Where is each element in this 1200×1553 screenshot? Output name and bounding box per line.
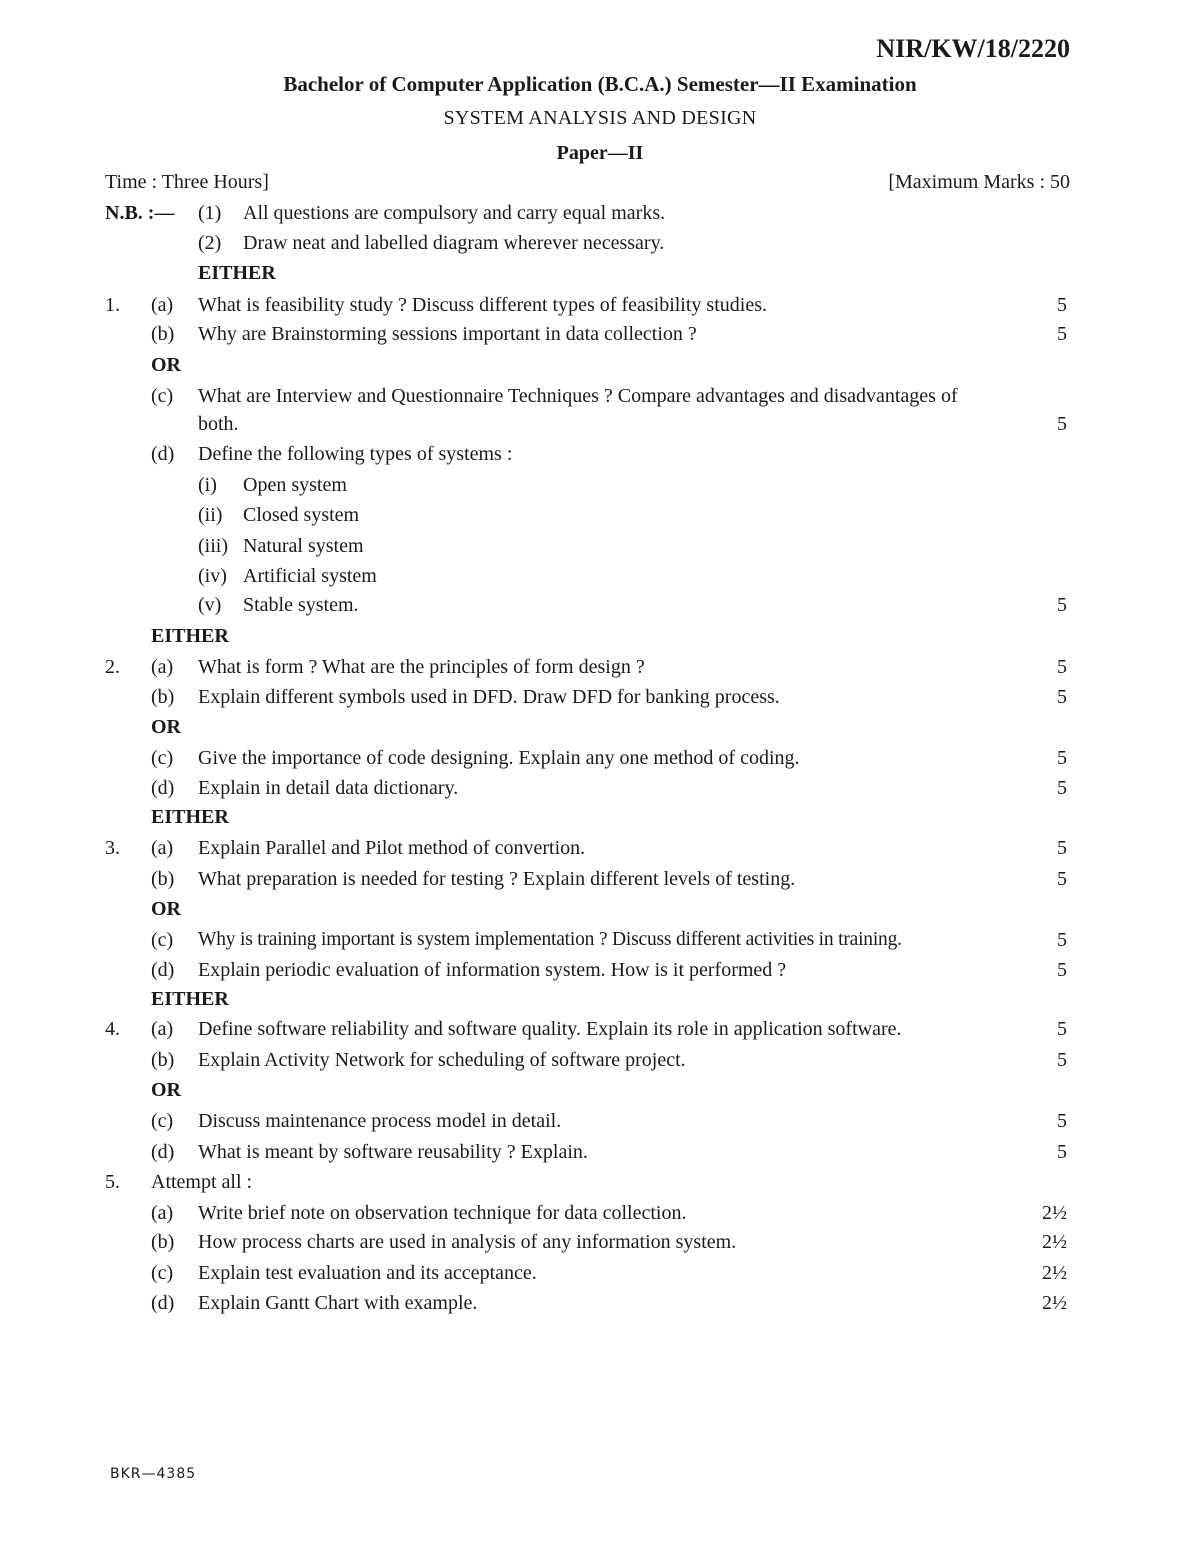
exam-title: Bachelor of Computer Application (B.C.A.) Semester—II Examination <box>283 72 917 96</box>
question-text: What preparation is needed for testing ? Explain different levels of testing. <box>198 868 796 890</box>
nb-item-text: All questions are compulsory and carry equal marks. <box>243 202 666 224</box>
subquestion-label: (c) <box>151 1262 174 1284</box>
subquestion-label: (a) <box>151 294 174 316</box>
nb-label: N.B. :— <box>105 202 175 224</box>
question-text: Explain Gantt Chart with example. <box>198 1292 478 1314</box>
or-label: OR <box>151 898 181 920</box>
question-text: Attempt all : <box>151 1171 253 1193</box>
question-text: Define software reliability and software quality. Explain its role in application software. <box>198 1018 902 1040</box>
marks: 5 <box>1057 959 1067 981</box>
question-text: Explain Activity Network for scheduling of software project. <box>198 1049 686 1071</box>
subquestion-label: (c) <box>151 929 174 951</box>
subquestion-label: (b) <box>151 1049 175 1071</box>
either-label: EITHER <box>151 988 229 1010</box>
subquestion-label: (d) <box>151 443 175 465</box>
question-text: Why are Brainstorming sessions important in data collection ? <box>198 323 697 345</box>
footer-code: BKR—4385 <box>110 1466 197 1482</box>
question-text: What is form ? What are the principles of form design ? <box>198 656 645 678</box>
question-text: Discuss maintenance process model in detail. <box>198 1110 562 1132</box>
either-label: EITHER <box>151 806 229 828</box>
subquestion-label: (a) <box>151 1018 174 1040</box>
paper-title: Paper—II <box>556 142 644 164</box>
marks: 5 <box>1057 686 1067 708</box>
question-text: What is feasibility study ? Discuss different types of feasibility studies. <box>198 294 767 316</box>
question-text: Define the following types of systems : <box>198 443 513 465</box>
subquestion-label: (b) <box>151 323 175 345</box>
subquestion-label: (b) <box>151 1231 175 1253</box>
marks: 5 <box>1057 1110 1067 1132</box>
marks: 5 <box>1057 323 1067 345</box>
list-item-number: (ii) <box>198 504 223 526</box>
subquestion-label: (c) <box>151 1110 174 1132</box>
maximum-marks: [Maximum Marks : 50 <box>888 171 1070 193</box>
nb-item-number: (2) <box>198 232 222 254</box>
list-item-number: (iii) <box>198 535 228 557</box>
either-label: EITHER <box>198 262 276 284</box>
either-label: EITHER <box>151 625 229 647</box>
marks: 5 <box>1057 656 1067 678</box>
question-text: Explain Parallel and Pilot method of convertion. <box>198 837 586 859</box>
or-label: OR <box>151 716 181 738</box>
or-label: OR <box>151 1079 181 1101</box>
marks: 2½ <box>1042 1231 1067 1253</box>
marks: 5 <box>1057 777 1067 799</box>
marks: 5 <box>1057 837 1067 859</box>
list-item-text: Closed system <box>243 504 360 526</box>
question-text: Write brief note on observation technique for data collection. <box>198 1202 687 1224</box>
subquestion-label: (d) <box>151 1141 175 1163</box>
question-text: Give the importance of code designing. Explain any one method of coding. <box>198 747 800 769</box>
marks: 5 <box>1057 868 1067 890</box>
question-number: 5. <box>105 1171 120 1193</box>
list-item-number: (iv) <box>198 565 227 587</box>
question-text: Explain different symbols used in DFD. Draw DFD for banking process. <box>198 686 780 708</box>
paper-code: NIR/KW/18/2220 <box>876 34 1070 63</box>
subquestion-label: (b) <box>151 868 175 890</box>
nb-item-number: (1) <box>198 202 222 224</box>
question-text: What are Interview and Questionnaire Techniques ? Compare advantages and disadvantages of <box>198 385 958 407</box>
marks: 5 <box>1057 1141 1067 1163</box>
question-text: Explain in detail data dictionary. <box>198 777 459 799</box>
question-text: Explain test evaluation and its acceptance. <box>198 1262 537 1284</box>
subject-title: SYSTEM ANALYSIS AND DESIGN <box>443 107 757 129</box>
marks: 5 <box>1057 929 1067 951</box>
subquestion-label: (d) <box>151 777 175 799</box>
time-allowed: Time : Three Hours] <box>105 171 269 193</box>
question-number: 3. <box>105 837 120 859</box>
subquestion-label: (d) <box>151 959 175 981</box>
marks: 2½ <box>1042 1202 1067 1224</box>
subquestion-label: (c) <box>151 385 174 407</box>
question-text: How process charts are used in analysis of any information system. <box>198 1231 737 1253</box>
question-number: 4. <box>105 1018 120 1040</box>
marks: 5 <box>1057 1018 1067 1040</box>
subquestion-label: (a) <box>151 656 174 678</box>
marks: 5 <box>1057 294 1067 316</box>
marks: 5 <box>1057 594 1067 616</box>
subquestion-label: (d) <box>151 1292 175 1314</box>
list-item-text: Natural system <box>243 535 364 557</box>
question-number: 2. <box>105 656 120 678</box>
marks: 5 <box>1057 413 1067 435</box>
nb-item-text: Draw neat and labelled diagram wherever necessary. <box>243 232 665 254</box>
marks: 2½ <box>1042 1292 1067 1314</box>
list-item-number: (v) <box>198 594 222 616</box>
list-item-number: (i) <box>198 474 217 496</box>
subquestion-label: (b) <box>151 686 175 708</box>
question-text: Explain periodic evaluation of information system. How is it performed ? <box>198 959 787 981</box>
question-text: Why is training important is system implementation ? Discuss different activities in training. <box>198 929 902 950</box>
or-label: OR <box>151 354 181 376</box>
subquestion-label: (a) <box>151 837 174 859</box>
question-text-continued: both. <box>198 413 239 435</box>
marks: 5 <box>1057 747 1067 769</box>
question-text: What is meant by software reusability ? Explain. <box>198 1141 588 1163</box>
list-item-text: Artificial system <box>243 565 377 587</box>
marks: 2½ <box>1042 1262 1067 1284</box>
list-item-text: Stable system. <box>243 594 359 616</box>
subquestion-label: (a) <box>151 1202 174 1224</box>
question-number: 1. <box>105 294 120 316</box>
list-item-text: Open system <box>243 474 347 496</box>
subquestion-label: (c) <box>151 747 174 769</box>
marks: 5 <box>1057 1049 1067 1071</box>
